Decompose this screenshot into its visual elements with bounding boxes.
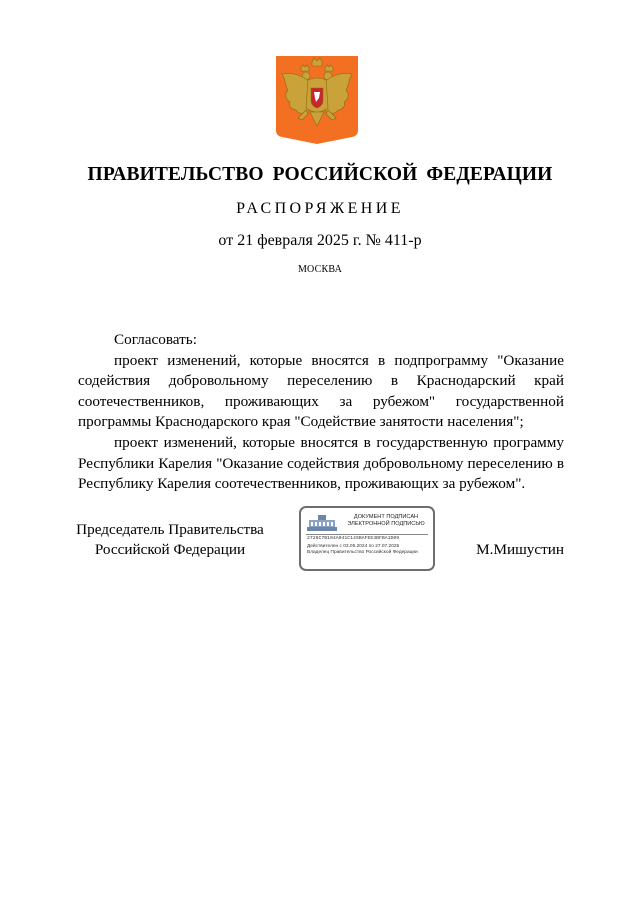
certificate-number: 2726C7B104A041C14SBAFEE3BFBA1D09 bbox=[307, 536, 400, 541]
government-building-icon bbox=[306, 513, 338, 533]
body-paragraph: Согласовать: bbox=[114, 331, 197, 348]
signatory-name: М.Мишустин bbox=[476, 541, 564, 558]
document-city: МОСКВА bbox=[297, 264, 343, 275]
electronic-signature-stamp bbox=[299, 506, 435, 571]
stamp-divider bbox=[306, 534, 428, 535]
document-date-number: от 21 февраля 2025 г. № 411-р bbox=[218, 232, 422, 249]
document-type: РАСПОРЯЖЕНИЕ bbox=[236, 200, 404, 217]
signatory-position-line: Российской Федерации bbox=[94, 541, 246, 558]
document-body bbox=[78, 330, 564, 495]
certificate-owner: Владелец Правительство Российской Федерации bbox=[307, 550, 418, 555]
government-title: ПРАВИТЕЛЬСТВО РОССИЙСКОЙ ФЕДЕРАЦИИ bbox=[87, 164, 553, 185]
double-headed-eagle-icon bbox=[276, 56, 358, 144]
signatory-position-line: Председатель Правительства bbox=[76, 521, 264, 538]
certificate-validity: Действителен с 03.05.2024 по 27.07.2025 bbox=[307, 544, 400, 549]
coat-of-arms-emblem bbox=[276, 56, 358, 144]
stamp-heading: ДОКУМЕНТ ПОДПИСАН ЭЛЕКТРОННОЙ ПОДПИСЬЮ bbox=[347, 514, 425, 528]
signatory-position bbox=[70, 520, 270, 560]
body-paragraph: проект изменений, которые вносятся в государственную программу Республики Карелия "Оказание содействия добровольному переселению в Республику Карелия соотечественников, проживающих за рубежом". bbox=[78, 433, 564, 493]
body-paragraph: проект изменений, которые вносятся в подпрограмму "Оказание содействия добровольному переселению в Краснодарский край соотечественников, проживающих за рубежом" государственной программы Краснодарского края "Содействие занятости населения"; bbox=[78, 351, 564, 431]
